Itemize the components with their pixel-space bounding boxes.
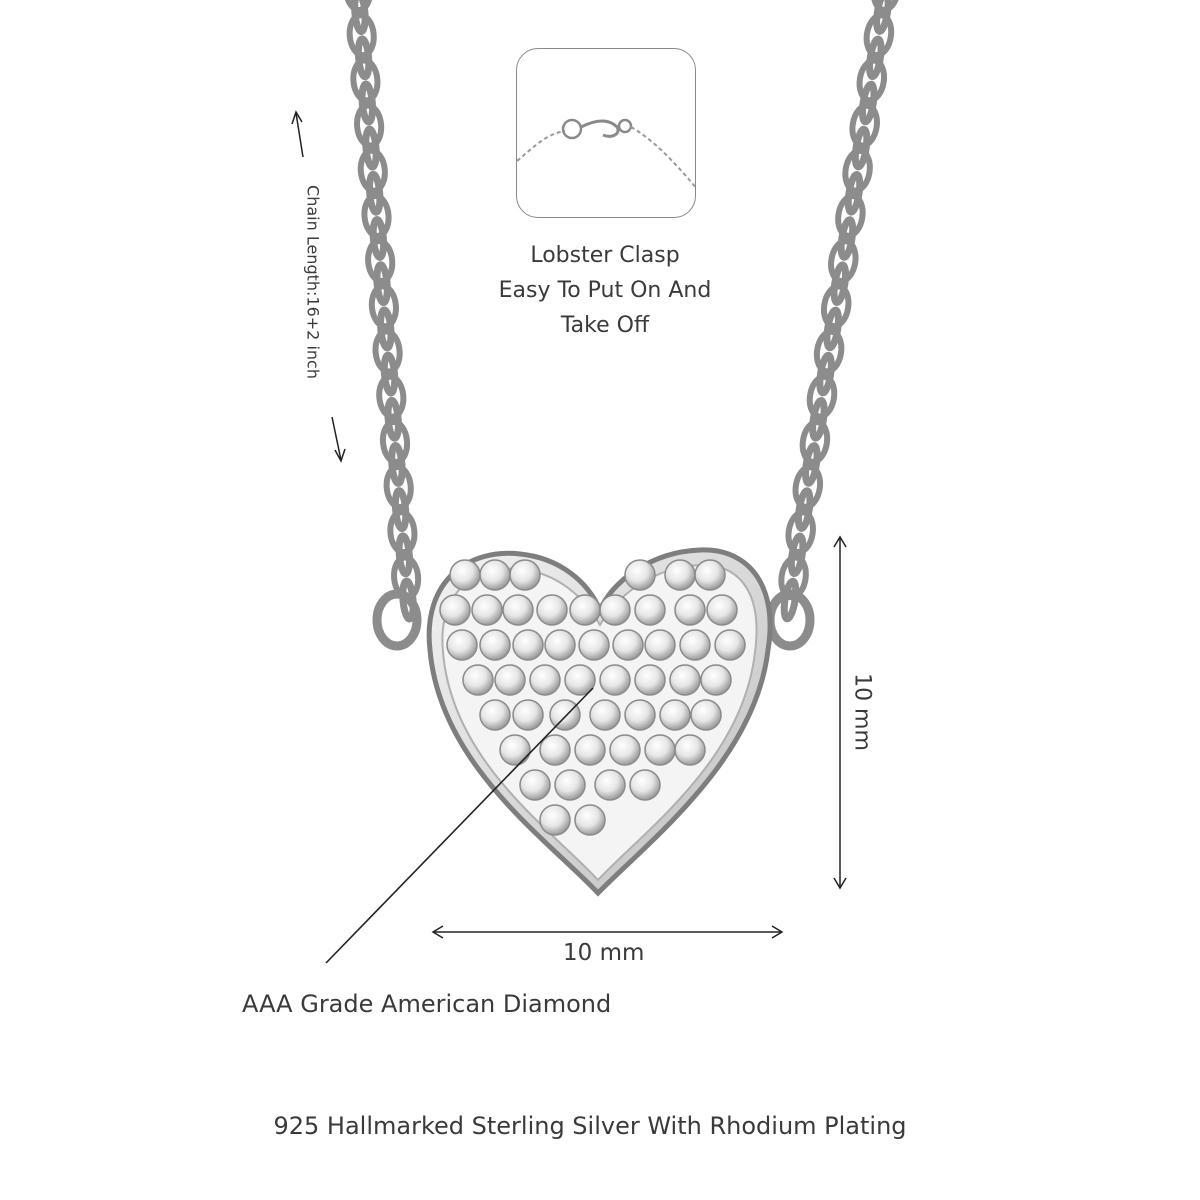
pave-stone bbox=[440, 595, 470, 625]
clasp-caption-line-3: Take Off bbox=[560, 313, 650, 338]
pave-stone bbox=[472, 595, 502, 625]
pave-stone bbox=[447, 630, 477, 660]
pave-stone bbox=[680, 630, 710, 660]
pave-stone bbox=[570, 595, 600, 625]
pave-stone bbox=[503, 595, 533, 625]
pave-stone bbox=[450, 560, 480, 590]
pave-stone bbox=[635, 595, 665, 625]
pave-stone bbox=[600, 665, 630, 695]
pave-stone bbox=[480, 700, 510, 730]
clasp-inset bbox=[516, 48, 696, 218]
clasp-caption-line-1: Lobster Clasp bbox=[530, 243, 680, 268]
pave-stone bbox=[575, 735, 605, 765]
width-dimension-arrow bbox=[433, 926, 782, 938]
pave-stone bbox=[545, 630, 575, 660]
pave-stone bbox=[513, 630, 543, 660]
height-dimension-arrow bbox=[834, 537, 846, 888]
pave-stone bbox=[495, 665, 525, 695]
clasp-caption-line-2: Easy To Put On And bbox=[498, 278, 712, 303]
lobster-clasp-icon bbox=[517, 49, 696, 218]
pave-stone bbox=[480, 560, 510, 590]
pave-stone bbox=[513, 700, 543, 730]
chain-right bbox=[779, 0, 901, 620]
pave-stone bbox=[635, 665, 665, 695]
pave-stone bbox=[555, 770, 585, 800]
chain-left bbox=[344, 0, 419, 619]
pave-stone bbox=[463, 665, 493, 695]
pave-stone bbox=[595, 770, 625, 800]
pave-stone bbox=[579, 630, 609, 660]
pendant-width-label: 10 mm bbox=[563, 940, 645, 966]
pave-stone bbox=[715, 630, 745, 660]
pave-stone bbox=[600, 595, 630, 625]
pave-stone bbox=[550, 700, 580, 730]
pave-stone bbox=[630, 770, 660, 800]
material-label: 925 Hallmarked Sterling Silver With Rhodium Plating bbox=[273, 1112, 907, 1140]
pave-stone bbox=[520, 770, 550, 800]
pave-stone bbox=[670, 665, 700, 695]
pave-stone bbox=[675, 735, 705, 765]
pave-stone bbox=[695, 560, 725, 590]
pave-stone bbox=[610, 735, 640, 765]
pave-stone bbox=[645, 735, 675, 765]
pave-stone bbox=[645, 630, 675, 660]
pave-stone bbox=[625, 560, 655, 590]
pave-stone bbox=[691, 700, 721, 730]
clasp-caption bbox=[455, 238, 755, 343]
pave-stone bbox=[480, 630, 510, 660]
pendant-height-label: 10 mm bbox=[849, 673, 875, 751]
pave-stone bbox=[537, 595, 567, 625]
pave-stone bbox=[540, 805, 570, 835]
chain-length-label: Chain Length:16+2 inch bbox=[303, 185, 323, 379]
pave-stone bbox=[575, 805, 605, 835]
pave-stone bbox=[660, 700, 690, 730]
stone-label: AAA Grade American Diamond bbox=[242, 990, 612, 1018]
pave-stone bbox=[701, 665, 731, 695]
pave-stone bbox=[625, 700, 655, 730]
pave-stone bbox=[675, 595, 705, 625]
pave-stone bbox=[530, 665, 560, 695]
pave-stone bbox=[500, 735, 530, 765]
pave-stone bbox=[590, 700, 620, 730]
pave-stone bbox=[613, 630, 643, 660]
pave-stone bbox=[707, 595, 737, 625]
pave-stone bbox=[510, 560, 540, 590]
pave-stone bbox=[540, 735, 570, 765]
pave-stone bbox=[665, 560, 695, 590]
